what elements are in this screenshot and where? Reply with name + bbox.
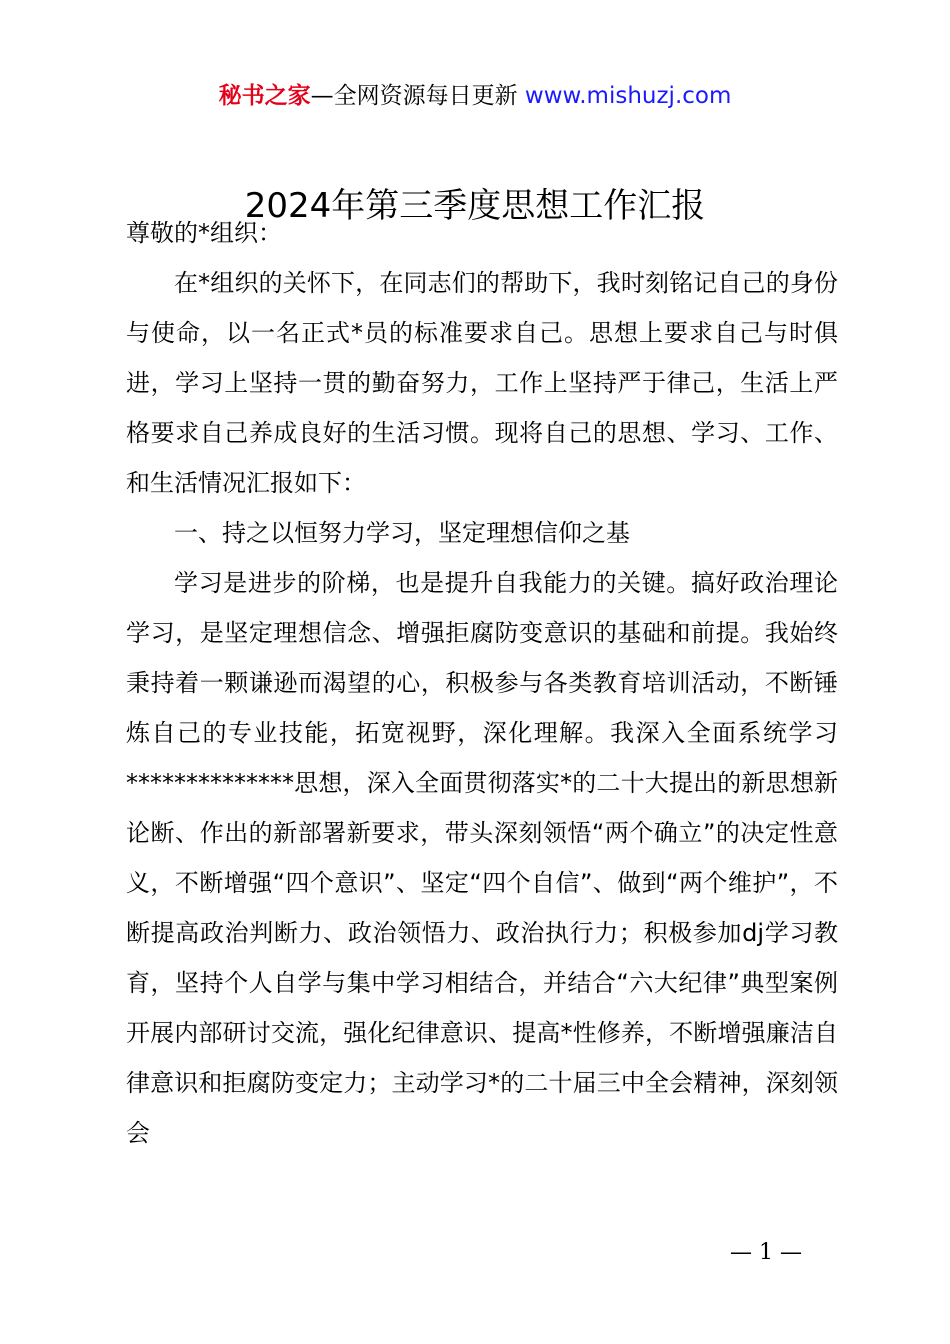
document-title: 2024年第三季度思想工作汇报	[244, 186, 706, 226]
site-brand: 秘书之家	[218, 83, 311, 109]
section-heading-1: 一、持之以恒努力学习，坚定理想信仰之基	[174, 519, 630, 547]
section-1-paragraph: 学习是进步的阶梯，也是提升自我能力的关键。搞好政治理论学习，是坚定理想信念、增强拒腐防变意识的基础和前提。我始终秉持着一颗谦逊而渴望的心，积极参与各类教育培训活动，不断锤炼自己的专业技能，拓宽视野，深化理解。我深入全面系统学习**************思想，深入全面贯彻落实*的二十大提出的新思想新论断、作出的新部署新要求，带头深刻领悟“两个确立”的决定性意义，不断增强“四个意识”、坚定“四个自信”、做到“两个维护”，不断提高政治判断力、政治领悟力、政治执行力；积极参加dj学习教育，坚持个人自学与集中学习相结合，并结合“六大纪律”典型案例开展内部研讨交流，强化纪律意识、提高*性修养，不断增强廉洁自律意识和拒腐防变定力；主动学习*的二十届三中全会精神，深刻领会	[126, 569, 838, 1147]
site-banner	[0, 80, 950, 112]
site-slogan: —全网资源每日更新	[310, 83, 518, 109]
intro-paragraph: 在*组织的关怀下，在同志们的帮助下，我时刻铭记自己的身份与使命，以一名正式*员的标准要求自己。思想上要求自己与时俱进，学习上坚持一贯的勤奋努力，工作上坚持严于律己，生活上严格要求自己养成良好的生活习惯。现将自己的思想、学习、工作、和生活情况汇报如下：	[126, 269, 838, 497]
page-number: — 1 —	[730, 1240, 802, 1265]
salutation: 尊敬的*组织：	[126, 219, 282, 247]
document-body	[126, 208, 838, 1158]
site-url-link[interactable]: www.mishuzj.com	[524, 83, 732, 109]
